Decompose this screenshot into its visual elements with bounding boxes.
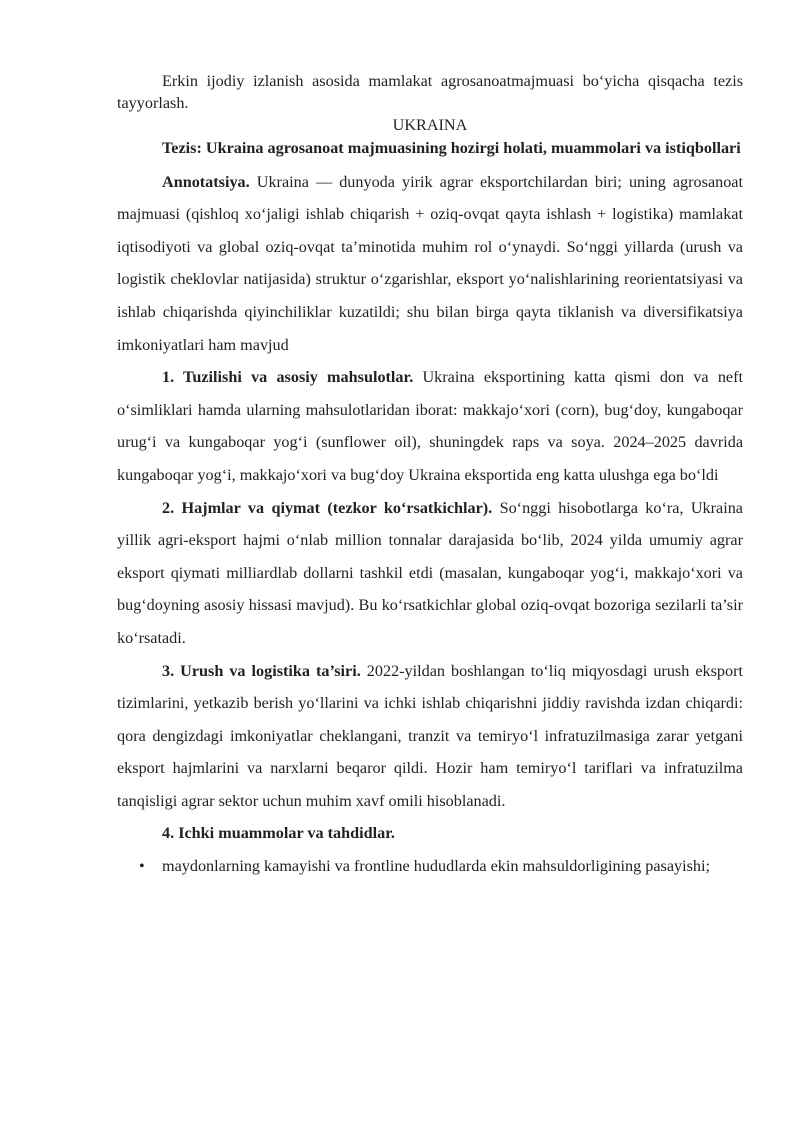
section-body: Ukraina — dunyoda yirik agrar eksportchilardan biri; uning agrosanoat majmuasi (qishloq xo‘jaligi ishlab chiqarish + oziq-ovqat qayta ishlash + logistika) mamlakat iqtisodiyoti va global oziq-ovqat ta’minotida muhim rol o‘ynaydi. So‘nggi yillarda (urush va logistik cheklovlar natijasida) struktur o‘zgarishlar, eksport yo‘nalishlarining reorientatsiyasi va ishlab chiqarishda qiyinchiliklar kuzatildi; shu bilan birga qayta tiklanish va diversifikatsiya imkoniyatlari ham mavjud xyxy=(117,172,743,354)
section-body: Ukraina eksportining katta qismi don va neft o‘simliklari hamda ularning mahsulotlaridan iborat: makkajo‘xori (corn), bug‘doy, kungaboqar urug‘i va kungaboqar yog‘i (sunflower oil), shuningdek raps va soya. 2024–2025 davrida kungaboqar yog‘i, makkajo‘xori va bug‘doy Ukraina eksportida eng katta ulushga ega bo‘ldi xyxy=(117,368,743,484)
bullet-icon: • xyxy=(139,857,145,876)
section-body: So‘nggi hisobotlarga ko‘ra, Ukraina yillik agri-eksport hajmi o‘nlab million tonnalar darajasida bo‘lib, 2024 yilda umumiy agrar eksport qiymati milliardlab dollarni tashkil etdi (masalan, kungaboqar yog‘i, makkajo‘xori va bug‘doyning asosiy hissasi mavjud). Bu ko‘rsatkichlar global oziq-ovqat bozoriga sezilarli ta’sir ko‘rsatadi. xyxy=(117,498,743,647)
section-annotation xyxy=(117,166,743,362)
list-item-text: maydonlarning kamayishi va frontline hududlarda ekin mahsuldorligining pasayishi; xyxy=(162,857,711,876)
intro-paragraph: Erkin ijodiy izlanish asosida mamlakat agrosanoatmajmuasi bo‘yicha qisqacha tezis tayyorlash. xyxy=(117,72,743,112)
document-page xyxy=(117,70,743,883)
country-heading: UKRAINA xyxy=(392,116,468,134)
section-body: 2022-yildan boshlangan to‘liq miqyosdagi urush eksport tizimlarini, yetkazib berish yo‘llarini va ichki ishlab chiqarishni jiddiy ravishda izdan chiqardi: qora dengizdagi imkoniyatlar cheklangani, tranzit va temiryo‘l infratuzilmasiga zarar yetgani eksport hajmlarini va narxlarni beqaror qildi. Hozir ham temiryo‘l tariflari va infratuzilma tanqisligi agrar sektor uchun muhim xavf omili hisoblanadi. xyxy=(117,661,743,810)
section-war-logistics xyxy=(117,655,743,818)
section-heading: 2. Hajmlar va qiymat (tezkor ko‘rsatkichlar). xyxy=(162,498,493,517)
section-heading: Annotatsiya. xyxy=(162,172,250,191)
thesis-title-text: Tezis: Ukraina agrosanoat majmuasining hozirgi holati, muammolari va istiqbollari xyxy=(162,139,741,157)
section-heading: 3. Urush va logistika ta’siri. xyxy=(162,661,361,680)
section-internal-problems xyxy=(117,817,743,850)
section-heading: 1. Tuzilishi va asosiy mahsulotlar. xyxy=(162,368,414,387)
list-item xyxy=(117,850,743,883)
section-volumes xyxy=(117,492,743,655)
section-heading: 4. Ichki muammolar va tahdidlar. xyxy=(162,824,395,843)
section-structure xyxy=(117,361,743,491)
problems-list xyxy=(117,850,743,883)
thesis-title xyxy=(117,132,743,165)
